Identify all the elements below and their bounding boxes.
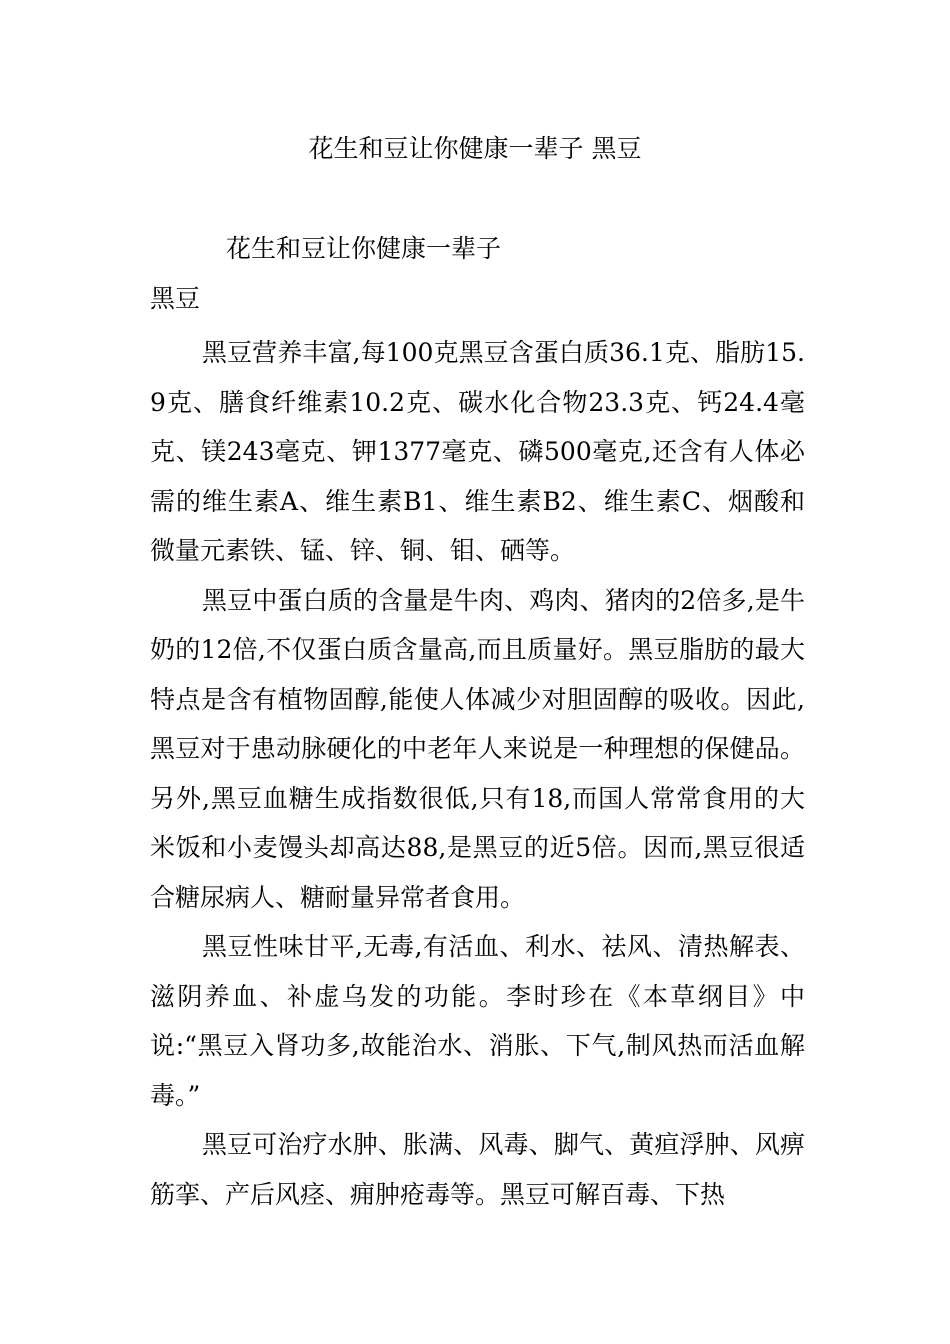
document-subtitle: 花生和豆让你健康一辈子 [226, 234, 502, 263]
paragraph: 黑豆性味甘平,无毒,有活血、利水、祛风、清热解表、滋阴养血、补虚乌发的功能。李时珍在《本草纲目》中说:“黑豆入肾功多,故能治水、消胀、下气,制风热而活血解毒。” [150, 932, 805, 1110]
document-title: 花生和豆让你健康一辈子 黑豆 [308, 134, 642, 163]
paragraph: 黑豆营养丰富,每100克黑豆含蛋白质36.1克、脂肪15.9克、膳食纤维素10.2克、碳水化合物23.3克、钙24.4毫克、镁243毫克、钾1377毫克、磷500毫克,还含有人体必需的维生素A、维生素B1、维生素B2、维生素C、烟酸和微量元素铁、锰、锌、铜、钼、硒等。 [150, 338, 805, 565]
paragraph: 黑豆中蛋白质的含量是牛肉、鸡肉、猪肉的2倍多,是牛奶的12倍,不仅蛋白质含量高,而且质量好。黑豆脂肪的最大特点是含有植物固醇,能使人体减少对胆固醇的吸收。因此,黑豆对于患动脉硬化的中老年人来说是一种理想的保健品。另外,黑豆血糖生成指数很低,只有18,而国人常常食用的大米饭和小麦馒头却高达88,是黑豆的近5倍。因而,黑豆很适合糖尿病人、糖耐量异常者食用。 [150, 585, 805, 912]
paragraph: 黑豆可治疗水肿、胀满、风毒、脚气、黄疸浮肿、风痹筋挛、产后风痉、痈肿疮毒等。黑豆可解百毒、下热 [150, 1130, 805, 1209]
section-heading: 黑豆 [150, 284, 201, 313]
body-text [150, 328, 805, 1219]
